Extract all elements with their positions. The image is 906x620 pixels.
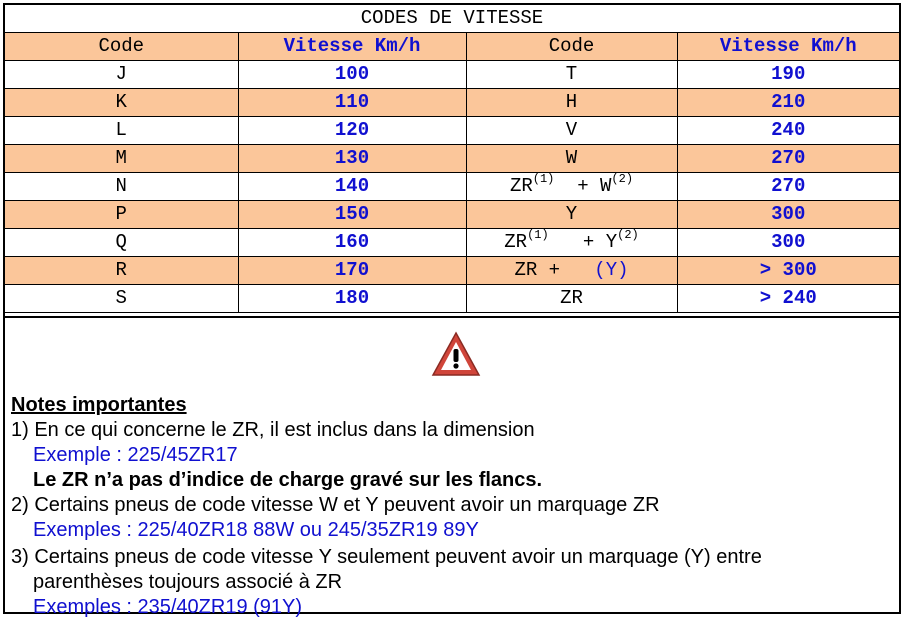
table-row	[5, 173, 899, 201]
speed-cell: 270	[677, 173, 899, 201]
code-cell: L	[5, 117, 238, 145]
code-cell: R	[5, 257, 238, 285]
table-row	[5, 117, 899, 145]
note-1-bold: Le ZR n’a pas d’indice de charge gravé sur les flancs.	[33, 469, 543, 491]
warning-triangle-icon	[430, 330, 482, 378]
speed-cell: 300	[677, 201, 899, 229]
document-frame	[3, 3, 901, 618]
table-row	[5, 285, 899, 313]
note-1-example: Exemple : 225/45ZR17	[33, 444, 238, 466]
code-part: ZR	[509, 175, 533, 197]
footnote-marker: (1)	[532, 171, 555, 186]
code-cell: N	[5, 173, 238, 201]
code-cell: T	[466, 61, 677, 89]
note-2-example: Exemples : 225/40ZR18 88W ou 245/35ZR19 89Y	[33, 519, 479, 541]
table-row	[5, 201, 899, 229]
note-3-example: Exemples : 235/40ZR19 (91Y)	[33, 596, 303, 618]
footnote-marker: (1)	[527, 227, 549, 242]
speed-cell: 270	[677, 145, 899, 173]
table-title-row	[5, 5, 899, 33]
code-cell: J	[5, 61, 238, 89]
code-cell: ZR	[466, 285, 677, 313]
code-cell: W	[466, 145, 677, 173]
header-code-2: Code	[466, 33, 677, 61]
table-row	[5, 229, 899, 257]
speed-cell: 170	[238, 257, 466, 285]
notes-section	[5, 316, 899, 618]
code-part-y: (Y)	[594, 259, 629, 281]
speed-codes-table	[5, 5, 899, 313]
code-cell-combo	[466, 257, 677, 285]
speed-cell: > 240	[677, 285, 899, 313]
code-cell: K	[5, 89, 238, 117]
code-cell: V	[466, 117, 677, 145]
note-2: 2) Certains pneus de code vitesse W et Y peuvent avoir un marquage ZR	[11, 494, 660, 516]
speed-cell: 100	[238, 61, 466, 89]
code-part: ZR	[504, 231, 528, 253]
code-cell: H	[466, 89, 677, 117]
code-cell: S	[5, 285, 238, 313]
speed-cell: 110	[238, 89, 466, 117]
speed-cell: 300	[677, 229, 899, 257]
speed-cell: 190	[677, 61, 899, 89]
table-title: CODES DE VITESSE	[5, 5, 899, 33]
header-speed-2: Vitesse Km/h	[677, 33, 899, 61]
code-cell: Q	[5, 229, 238, 257]
note-3-continued: parenthèses toujours associé à ZR	[33, 571, 343, 593]
speed-cell: 150	[238, 201, 466, 229]
header-code-1: Code	[5, 33, 238, 61]
table-row	[5, 257, 899, 285]
notes-heading: Notes importantes	[11, 394, 187, 416]
code-part: ZR +	[514, 259, 561, 281]
speed-cell: 160	[238, 229, 466, 257]
speed-cell: 180	[238, 285, 466, 313]
header-speed-1: Vitesse Km/h	[238, 33, 466, 61]
table-row	[5, 61, 899, 89]
code-cell-combo	[466, 173, 677, 201]
code-cell-combo	[466, 229, 677, 257]
code-cell: P	[5, 201, 238, 229]
speed-cell: 140	[238, 173, 466, 201]
footnote-marker: (2)	[611, 171, 634, 186]
note-3: 3) Certains pneus de code vitesse Y seulement peuvent avoir un marquage (Y) entre	[11, 546, 762, 568]
code-cell: Y	[466, 201, 677, 229]
speed-cell: 240	[677, 117, 899, 145]
speed-cell: 210	[677, 89, 899, 117]
speed-cell: > 300	[677, 257, 899, 285]
code-cell: M	[5, 145, 238, 173]
table-row	[5, 89, 899, 117]
speed-cell: 130	[238, 145, 466, 173]
table-header-row	[5, 33, 899, 61]
table-row	[5, 145, 899, 173]
note-1: 1) En ce qui concerne le ZR, il est inclus dans la dimension	[11, 419, 535, 441]
code-part: + W	[577, 175, 612, 197]
speed-cell: 120	[238, 117, 466, 145]
footnote-marker: (2)	[617, 227, 639, 242]
code-part: + Y	[582, 231, 618, 253]
